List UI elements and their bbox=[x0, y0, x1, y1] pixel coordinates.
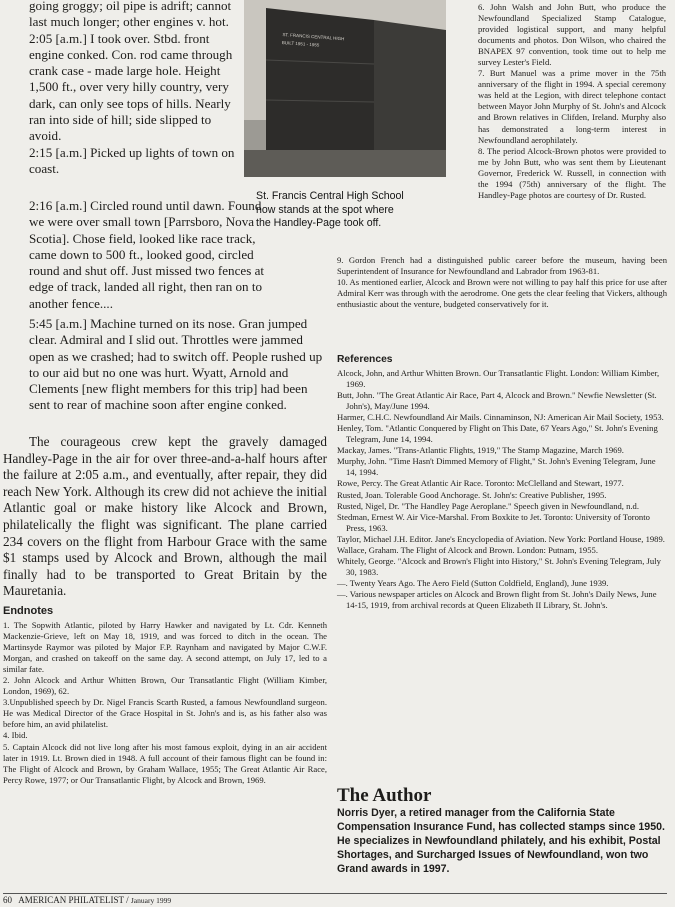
flight-log-final bbox=[3, 316, 327, 414]
endnote: 10. As mentioned earlier, Alcock and Brown were not willing to pay half this price for use after Admiral Kerr was through with the aerodrome. One gets the clear feeling that Vickers, although enthusiastic about the venture, budgeted conservatively for it. bbox=[337, 277, 667, 310]
references-heading: References bbox=[337, 354, 393, 365]
log-entry: 5:45 [a.m.] Machine turned on its nose. Gran jumped clear. Admiral and I slid out. Throttles were jammed open as we crashed; had to switch off. People rushed up to our aid but no one was hurt. Wyatt, Arnold and Clements [new flight members for this trip] had been sent to rear of machine soon after engine conked. bbox=[29, 316, 323, 413]
endnotes-continued bbox=[478, 2, 666, 201]
page-footer bbox=[3, 895, 171, 905]
endnote: 2. John Alcock and Arthur Whitten Brown, Our Transatlantic Flight (William Kimber, London, 1969), 62. bbox=[3, 675, 327, 697]
reference: Harmer, C.H.C. Newfoundland Air Mails. Cinnaminson, NJ: American Air Mail Society, 1953. bbox=[337, 412, 664, 423]
reference: —. Various newspaper articles on Alcock and Brown flight from St. John's Daily News, June 14-15, 1919, from archival records at Queen Elizabeth II Library, St. John's. bbox=[337, 588, 657, 610]
page-number: 60 bbox=[3, 895, 12, 905]
endnotes-heading: Endnotes bbox=[3, 605, 54, 617]
reference: Taylor, Michael J.H. Editor. Jane's Encyclopedia of Aviation. New York: Portland House, 1989. bbox=[337, 533, 665, 544]
footer-separator: / bbox=[126, 895, 129, 905]
log-entry: 2:16 [a.m.] Circled round until dawn. Found we were over small town [Parrsboro, Nova Scotia]. Chose field, looked like race track, came down to 500 ft., looked good, circled round and shut off. Just missed two fences at edge of track, landed all right, then ran on to another fence.... bbox=[29, 198, 265, 311]
reference: Rusted, Joan. Tolerable Good Anchorage. St. John's: Creative Publisher, 1995. bbox=[337, 489, 607, 500]
endnotes-continued-wide bbox=[337, 255, 667, 310]
author-section bbox=[337, 786, 667, 876]
endnote: 9. Gordon French had a distinguished public career before the museum, having been Superintendent of Insurance for Newfoundland and Labrador from 1963-81. bbox=[337, 255, 667, 277]
reference: Henley, Tom. "Atlantic Conquered by Flight on This Date, 67 Years Ago," St. John's Evening Telegram, June 14, 1994. bbox=[337, 423, 658, 445]
sign-line: ST. FRANCIS CENTRAL HIGH bbox=[282, 32, 345, 42]
school-photo bbox=[244, 0, 446, 177]
reference: Murphy, John. "Time Hasn't Dimmed Memory of Flight," St. John's Evening Telegram, June 14, 1994. bbox=[337, 456, 656, 478]
log-entry: 2:05 [a.m.] I took over. Stbd. front engine conked. Con. rod came through crank case - made large hole. Height 1,500 ft., over very hilly country, very dark, can only see tops of hills. Nearly ran into side of hill; side slipped to avoid. bbox=[29, 30, 233, 144]
reference: Wallace, Graham. The Flight of Alcock and Brown. London: Putnam, 1955. bbox=[337, 544, 598, 555]
log-entry: going groggy; oil pipe is adrift; cannot last much longer; other engines v. hot. bbox=[29, 0, 232, 30]
endnotes-list bbox=[3, 620, 327, 786]
sign-line: BUILT 1951 - 1955 bbox=[281, 39, 320, 48]
reference: Rusted, Nigel, Dr. "The Handley Page Aeroplane." Speech given in Newfoundland, n.d. bbox=[337, 500, 639, 511]
caption-line: now stands at the spot where bbox=[256, 203, 394, 216]
reference: Butt, John. "The Great Atlantic Air Race, Part 4, Alcock and Brown." Newfie Newsletter (St. John's), May/June 1994. bbox=[337, 390, 657, 412]
references-list bbox=[337, 368, 667, 611]
endnote: 7. Burt Manuel was a prime mover in the 75th anniversary of the flight in 1994. A special ceremony was held at the Legion, with direct telephone contact between Mayor John Murphy of St. John's and Alcock and Brown relatives in Clifden, Ireland. Murphy also has demonstrated a long-term interest in Newfoundland aerophilately. bbox=[478, 68, 666, 145]
caption-line: St. Francis Central High School bbox=[256, 190, 404, 202]
endnote: 8. The period Alcock-Brown photos were provided to me by John Butt, who was sent them by Lieutenant Governor, Frederick W. Russell, in connection with the 1994 (75th) anniversary of the flight. The Handley-Page photos are courtesy of Dr. Rusted. bbox=[478, 145, 666, 200]
magazine-title: AMERICAN PHILATELIST bbox=[18, 895, 124, 905]
endnote: 1. The Sopwith Atlantic, piloted by Harry Hawker and navigated by Lt. Cdr. Kenneth Mackenzie-Grieve, left on May 18, 1919, and was forced to ditch in the ocean. The Martinsyde Raymor was piloted by Major F.P. Raynham and navigated by Major C.W.F. Morgan, and crashed on takeoff on the same day. A second attempt, on July 17, led to a similar fate. bbox=[3, 620, 327, 675]
caption-line: the Handley-Page took off. bbox=[256, 217, 382, 230]
photo-caption bbox=[256, 190, 461, 231]
reference: —. Twenty Years Ago. The Aero Field (Sutton Coldfield, England), June 1939. bbox=[337, 577, 609, 588]
reference: Rowe, Percy. The Great Atlantic Air Race. Toronto: McClelland and Stewart, 1977. bbox=[337, 478, 624, 489]
endnote: 3.Unpublished speech by Dr. Nigel Francis Scarth Rusted, a famous Newfoundland surgeon. He was Medical Director of the Grace Hospital in St. John's and is, as his father also was before him, an avid philatelist. bbox=[3, 697, 327, 730]
endnote: 6. John Walsh and John Butt, who produce the Newfoundland Specialized Stamp Catalogue, provided logistical support, and many helpful documents and photos. Don Wilson, who chaired the BNAPEX 97 convention, took time out to help me survey Lester's Field. bbox=[478, 2, 666, 68]
reference: Mackay, James. "Trans-Atlantic Flights, 1919," The Stamp Magazine, March 1969. bbox=[337, 445, 624, 456]
narrative-paragraph: The courageous crew kept the gravely damaged Handley-Page in the air for over three-and-a-half hours after the failure at 2:05 a.m., and eventually, after repair, they did reach New York. Although its crew did not achieve the initial Atlantic goal or make history like Alcock and Brown, philatelically the flight was significant. The plane carried 234 covers on the flight from Harbour Grace with the same $1 stamps used by Alcock and Brown, although the mail finally had to be transported to Great Britain by the Mauretania. bbox=[3, 434, 327, 599]
endnote: 4. Ibid. bbox=[3, 730, 28, 741]
author-bio: Norris Dyer, a retired manager from the California State Compensation Insurance Fund, has collected stamps since 1950. He specializes in Newfoundland philately, and his exhibit, Postal Shortages, and Surcharged Issues of Newfoundland, won two Grand awards in 1997. bbox=[337, 807, 665, 875]
school-photo-image bbox=[244, 0, 446, 177]
endnote: 5. Captain Alcock did not live long after his most famous exploit, dying in an air accident later in 1919. Lt. Brown died in 1948. A full account of their famous flight can be found in: The Flight of Alcock and Brown, by Graham Wallace, 1955; The Great Atlantic Air Race, Percy Rowe, 1977; or Our Transatlantic Flight, by Alcock and Brown, 1969. bbox=[3, 741, 327, 785]
author-heading: The Author bbox=[337, 785, 432, 806]
flight-log-continued bbox=[3, 198, 265, 312]
reference: Whitely, George. "Alcock and Brown's Flight into History," St. John's Evening Telegram, July 30, 1983. bbox=[337, 555, 661, 577]
log-entry: 2:15 [a.m.] Picked up lights of town on coast. bbox=[29, 144, 235, 176]
reference: Alcock, John, and Arthur Whitten Brown. Our Transatlantic Flight. London: William Kimber, 1969. bbox=[337, 368, 660, 390]
flight-log bbox=[3, 0, 243, 177]
reference: Stedman, Ernest W. Air Vice-Marshal. From Boxkite to Jet. Toronto: University of Toronto Press, 1963. bbox=[337, 511, 650, 533]
issue-date: January 1999 bbox=[130, 896, 172, 905]
footer-divider bbox=[3, 893, 667, 894]
